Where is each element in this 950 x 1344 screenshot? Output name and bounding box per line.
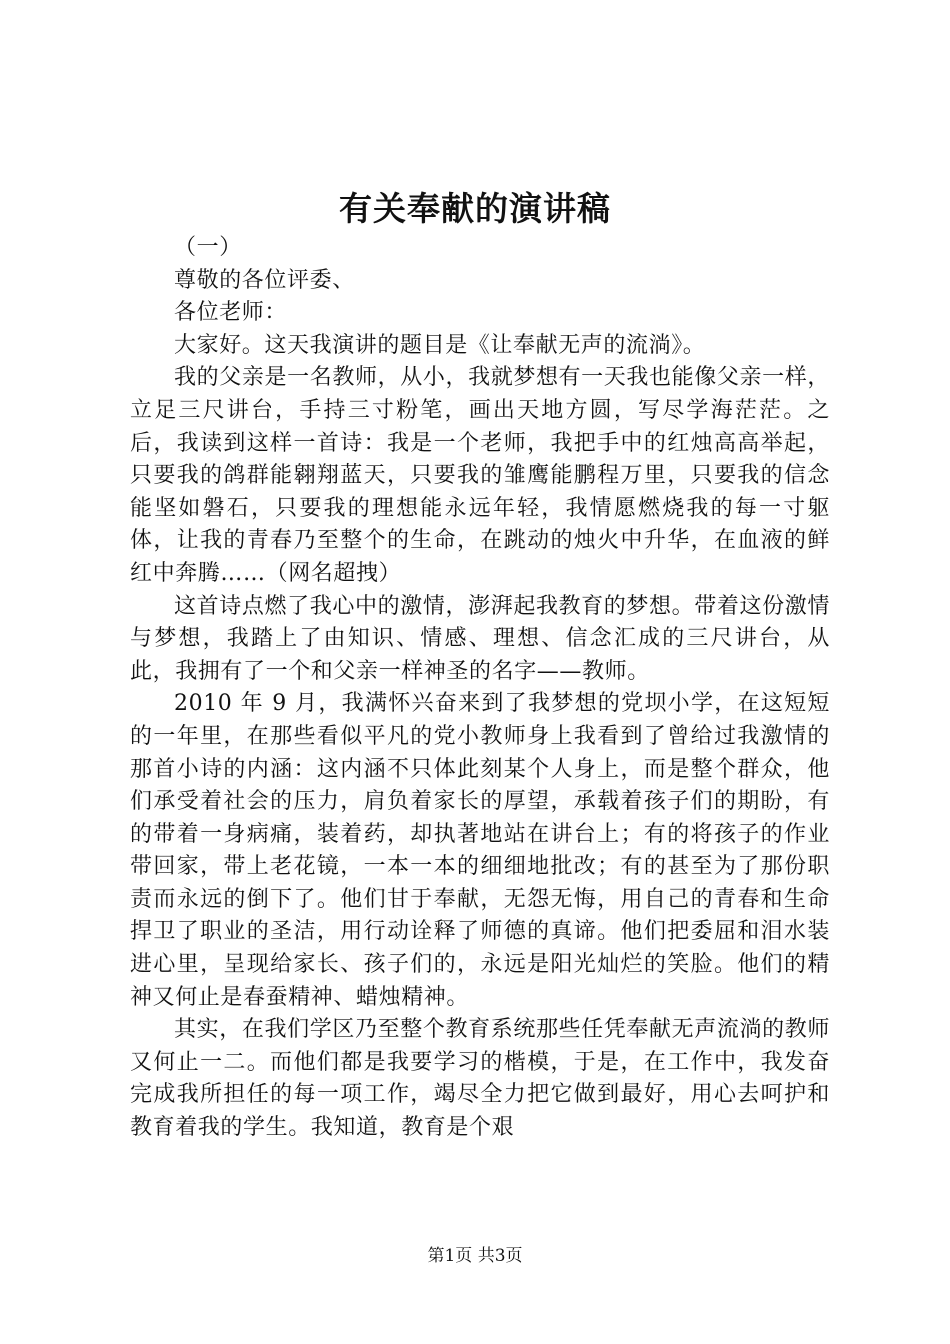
paragraph-role-models: 其实，在我们学区乃至整个教育系统那些任凭奉献无声流淌的教师又何止一二。而他们都是我要学习的楷模，于是，在工作中，我发奋完成我所担任的每一项工作，竭尽全力把它做到最好，用心去呵护和教育着我的学生。我知道，教育是个艰 [130,1017,830,1141]
paragraph-salutation-judges: 尊敬的各位评委、 [174,267,355,293]
paragraph-poem-inspiration: 这首诗点燃了我心中的激情，澎湃起我教育的梦想。带着这份激情与梦想，我踏上了由知识、情感、理想、信念汇成的三尺讲台，从此，我拥有了一个和父亲一样神圣的名字——教师。 [130,593,830,684]
document-title: 有关奉献的演讲稿 [339,189,611,228]
paragraph-section-number: （一） [174,235,242,260]
document-body [130,232,830,1145]
page-footer: 第1页 共3页 [427,1246,523,1266]
paragraph-school-year: 2010 年 9 月，我满怀兴奋来到了我梦想的党坝小学，在这短短的一年里，在那些看似平凡的党小教师身上我看到了曾给过我激情的那首小诗的内涵：这内涵不只体此刻某个人身上，而是整个群众，他们承受着社会的压力，肩负着家长的厚望，承载着孩子们的期盼，有的带着一身病痛，装着药，却执著地站在讲台上；有的将孩子的作业带回家，带上老花镜，一本一本的细细地批改；有的甚至为了那份职责而永远的倒下了。他们甘于奉献，无怨无悔，用自己的青春和生命捍卫了职业的圣洁，用行动诠释了师德的真谛。他们把委屈和泪水装进心里，呈现给家长、孩子们的，永远是阳光灿烂的笑脸。他们的精神又何止是春蚕精神、蜡烛精神。 [130,691,830,1010]
paragraph-greeting: 大家好。这天我演讲的题目是《让奉献无声的流淌》。 [174,332,706,358]
paragraph-salutation-teachers: 各位老师： [174,300,288,326]
paragraph-father: 我的父亲是一名教师，从小，我就梦想有一天我也能像父亲一样，立足三尺讲台，手持三寸粉笔，画出天地方圆，写尽学海茫茫。之后，我读到这样一首诗：我是一个老师，我把手中的红烛高高举起，只要我的鸽群能翱翔蓝天，只要我的雏鹰能鹏程万里，只要我的信念能坚如磐石，只要我的理想能永远年轻，我情愿燃烧我的每一寸躯体，让我的青春乃至整个的生命，在跳动的烛火中升华，在血液的鲜红中奔腾……（网名超拽） [130,365,830,586]
